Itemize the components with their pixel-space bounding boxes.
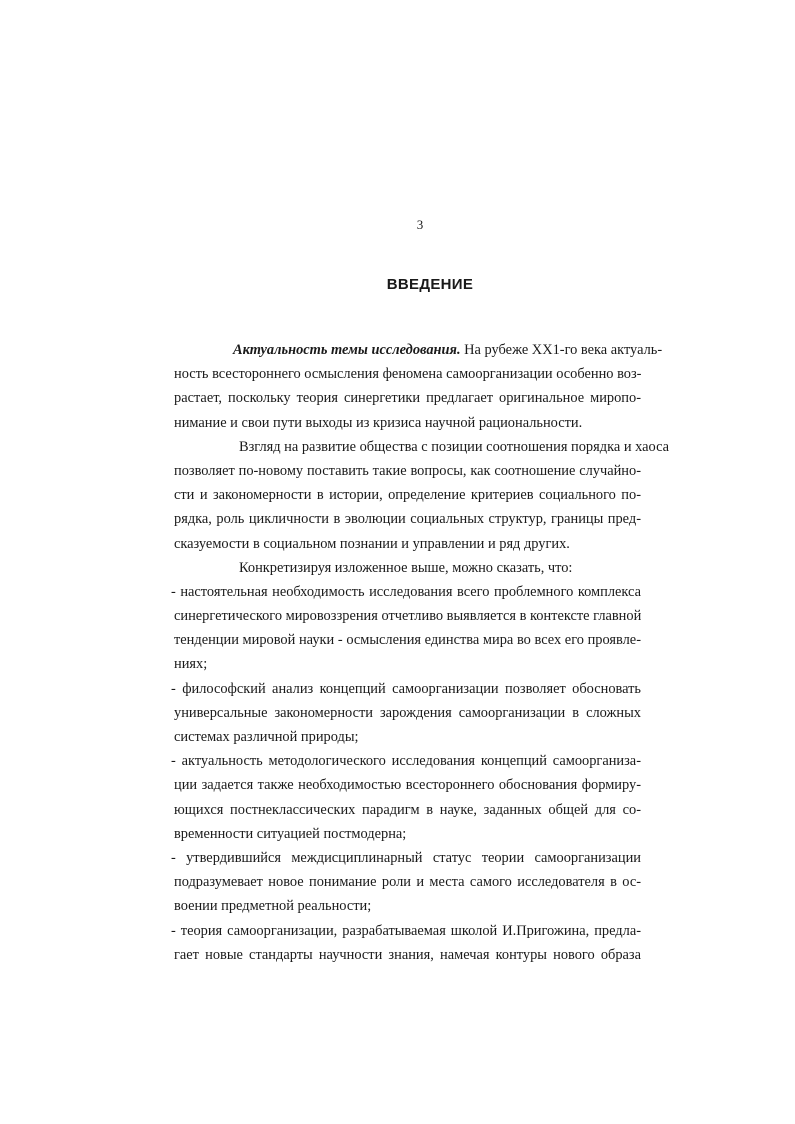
- text-line: сти и закономерности в истории, определение критериев социального по-: [174, 487, 641, 504]
- paragraph-relevance: [174, 338, 663, 435]
- text-line: - актуальность методологического исследования концепций самоорганиза-: [171, 753, 641, 770]
- list-item: [171, 749, 641, 846]
- text-line: - настоятельная необходимость исследования всего проблемного комплекса: [171, 583, 641, 600]
- text-line: подразумевает новое понимание роли и места самого исследователя в ос-: [174, 874, 641, 891]
- text-line: ниях;: [174, 656, 208, 673]
- text-line: нимание и свои пути выходы из кризиса научной рациональности.: [174, 414, 583, 431]
- paragraph-summary: [233, 556, 641, 580]
- text-line: растает, поскольку теория синергетики предлагает оригинальное миропо-: [174, 390, 641, 407]
- text-line: - теория самоорганизации, разрабатываемая школой И.Пригожина, предла-: [171, 922, 641, 939]
- text-line: универсальные закономерности зарождения самоорганизации в сложных: [174, 704, 641, 721]
- text-line: рядка, роль цикличности в эволюции социальных структур, границы пред-: [174, 511, 641, 528]
- text-line: синергетического мировоззрения отчетливо выявляется в контексте главной: [174, 608, 642, 625]
- text-line: позволяет по-новому поставить такие вопросы, как соотношение случайно-: [174, 462, 641, 479]
- list-item: [171, 677, 641, 750]
- text-line: ность всестороннего осмысления феномена самоорганизации особенно воз-: [174, 366, 642, 383]
- text-line: Взгляд на развитие общества с позиции соотношения порядка и хаоса: [239, 438, 670, 455]
- list-item: [171, 846, 641, 919]
- list-item: [171, 919, 641, 967]
- text-line: временности ситуацией постмодерна;: [174, 825, 407, 842]
- text-line: воении предметной реальности;: [174, 898, 372, 915]
- text-line: сказуемости в социальном познании и управлении и ряд других.: [174, 535, 570, 552]
- text-line: системах различной природы;: [174, 729, 359, 745]
- text-line: ции задается также необходимостью всестороннего обоснования формиру-: [174, 777, 641, 794]
- list-item: [171, 580, 642, 677]
- body-text: [171, 338, 670, 967]
- text-line: гает новые стандарты научности знания, намечая контуры нового образа: [174, 946, 641, 963]
- text-line: - утвердившийся междисциплинарный статус теории самоорганизации: [171, 849, 641, 866]
- text-line: тенденции мировой науки - осмысления единства мира во всех его проявле-: [174, 632, 641, 649]
- lead-phrase: Актуальность темы исследования.: [233, 342, 461, 358]
- page-number: 3: [416, 217, 424, 232]
- text-line: ющихся постнеклассических парадигм в науке, заданных общей для со-: [174, 801, 641, 818]
- text-line: Конкретизируя изложенное выше, можно сказать, что:: [239, 559, 573, 576]
- text-line: Актуальность темы исследования. На рубеже XX1-го века актуаль-: [233, 342, 663, 358]
- text-line: - философский анализ концепций самоорганизации позволяет обосновать: [171, 680, 641, 697]
- paragraph-view: [174, 435, 670, 556]
- section-title: ВВЕДЕНИЕ: [386, 276, 474, 293]
